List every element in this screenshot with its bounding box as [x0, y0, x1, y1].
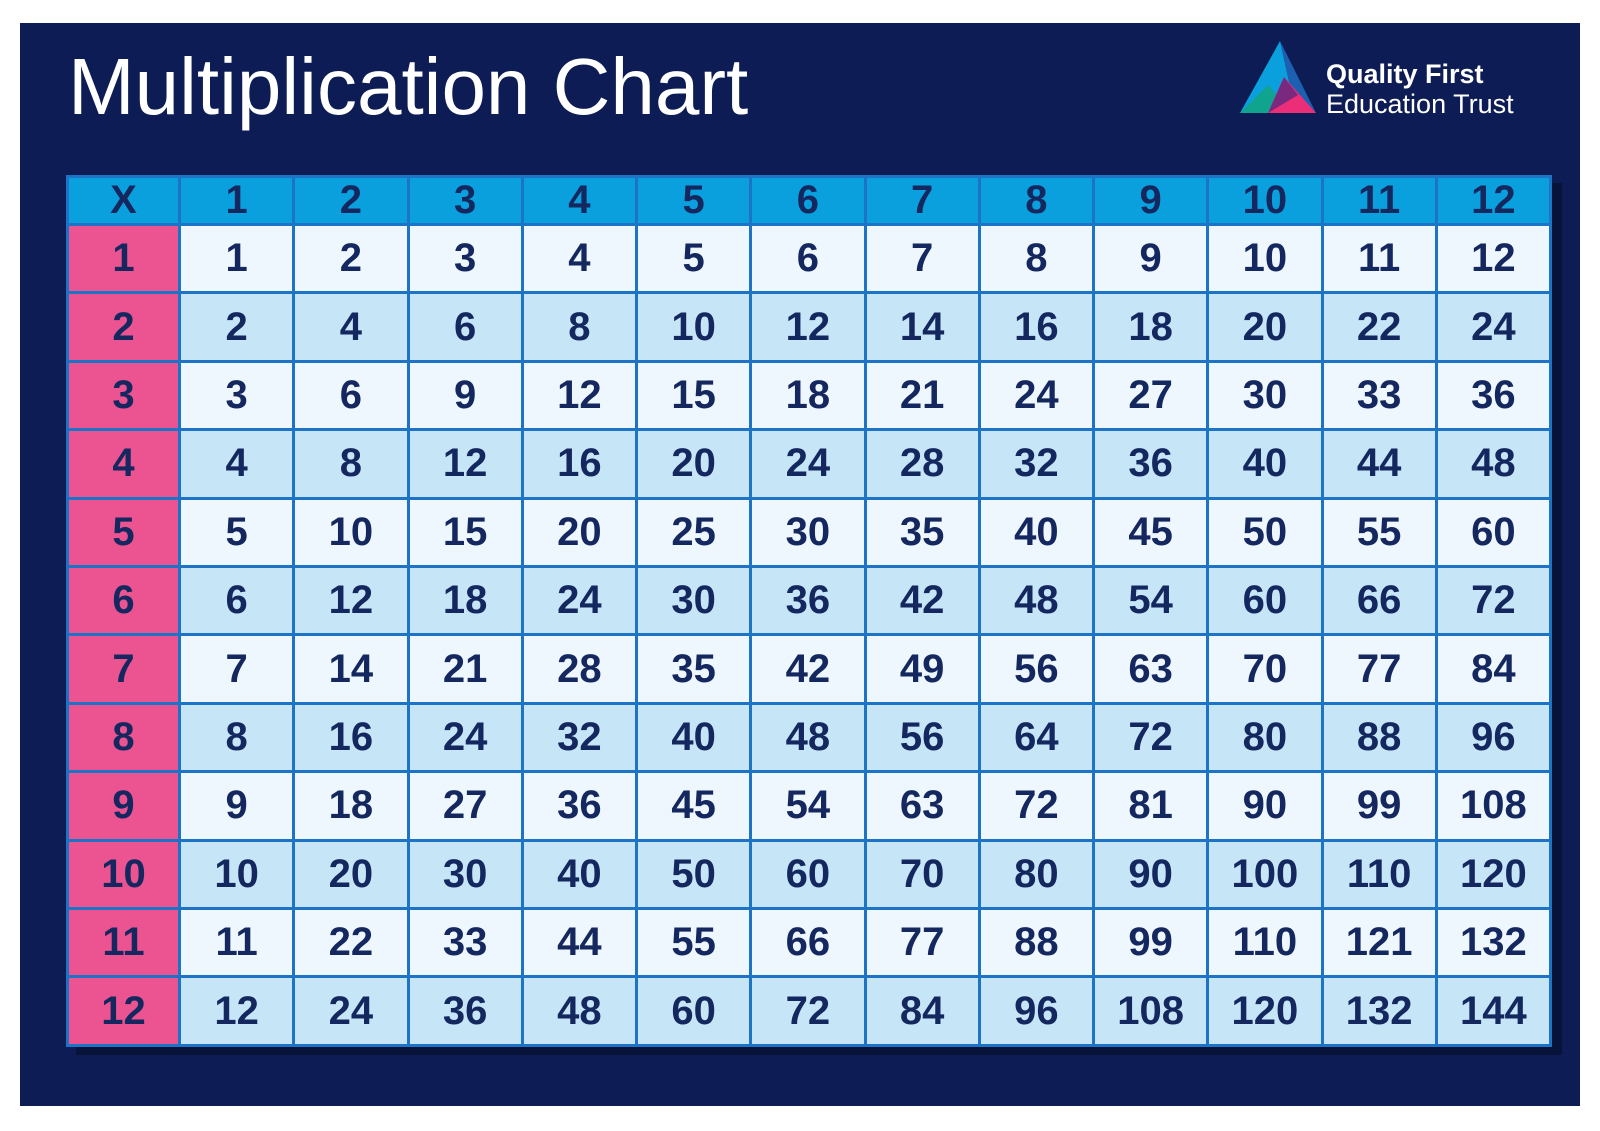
product-cell: 49	[865, 635, 979, 703]
product-cell: 77	[865, 909, 979, 977]
product-cell: 14	[865, 293, 979, 361]
product-cell: 21	[865, 361, 979, 429]
product-cell: 45	[637, 772, 751, 840]
product-cell: 8	[522, 293, 636, 361]
product-cell: 99	[1322, 772, 1436, 840]
product-cell: 80	[979, 840, 1093, 908]
product-cell: 45	[1094, 498, 1208, 566]
column-header: 12	[1436, 177, 1550, 225]
product-cell: 18	[408, 567, 522, 635]
product-cell: 90	[1094, 840, 1208, 908]
product-cell: 80	[1208, 703, 1322, 771]
product-cell: 8	[180, 703, 294, 771]
row-header: 6	[68, 567, 180, 635]
product-cell: 54	[751, 772, 865, 840]
product-cell: 20	[637, 430, 751, 498]
product-cell: 18	[1094, 293, 1208, 361]
product-cell: 110	[1208, 909, 1322, 977]
product-cell: 16	[294, 703, 408, 771]
column-header: 9	[1094, 177, 1208, 225]
product-cell: 20	[294, 840, 408, 908]
product-cell: 110	[1322, 840, 1436, 908]
product-cell: 21	[408, 635, 522, 703]
column-header: 8	[979, 177, 1093, 225]
product-cell: 1	[180, 225, 294, 293]
product-cell: 96	[1436, 703, 1550, 771]
product-cell: 56	[979, 635, 1093, 703]
product-cell: 60	[637, 977, 751, 1046]
product-cell: 36	[751, 567, 865, 635]
product-cell: 88	[1322, 703, 1436, 771]
product-cell: 24	[522, 567, 636, 635]
product-cell: 8	[294, 430, 408, 498]
row-header: 1	[68, 225, 180, 293]
product-cell: 5	[180, 498, 294, 566]
product-cell: 88	[979, 909, 1093, 977]
product-cell: 4	[522, 225, 636, 293]
product-cell: 4	[180, 430, 294, 498]
product-cell: 32	[979, 430, 1093, 498]
product-cell: 18	[294, 772, 408, 840]
product-cell: 6	[294, 361, 408, 429]
product-cell: 30	[751, 498, 865, 566]
table-row	[68, 430, 1551, 498]
product-cell: 42	[751, 635, 865, 703]
product-cell: 40	[979, 498, 1093, 566]
product-cell: 22	[1322, 293, 1436, 361]
product-cell: 10	[294, 498, 408, 566]
product-cell: 63	[865, 772, 979, 840]
column-header: 7	[865, 177, 979, 225]
page-title: Multiplication Chart	[68, 42, 749, 131]
product-cell: 40	[637, 703, 751, 771]
product-cell: 72	[979, 772, 1093, 840]
product-cell: 10	[637, 293, 751, 361]
row-header: 12	[68, 977, 180, 1046]
product-cell: 66	[751, 909, 865, 977]
product-cell: 33	[1322, 361, 1436, 429]
product-cell: 144	[1436, 977, 1550, 1046]
row-header: 10	[68, 840, 180, 908]
column-header: 1	[180, 177, 294, 225]
product-cell: 81	[1094, 772, 1208, 840]
logo-line-2: Education Trust	[1326, 89, 1514, 119]
product-cell: 22	[294, 909, 408, 977]
product-cell: 54	[1094, 567, 1208, 635]
product-cell: 121	[1322, 909, 1436, 977]
product-cell: 35	[637, 635, 751, 703]
product-cell: 24	[408, 703, 522, 771]
product-cell: 6	[180, 567, 294, 635]
product-cell: 48	[1436, 430, 1550, 498]
product-cell: 84	[865, 977, 979, 1046]
row-header: 11	[68, 909, 180, 977]
table-row	[68, 772, 1551, 840]
product-cell: 2	[294, 225, 408, 293]
product-cell: 2	[180, 293, 294, 361]
product-cell: 120	[1208, 977, 1322, 1046]
row-header: 8	[68, 703, 180, 771]
product-cell: 108	[1436, 772, 1550, 840]
product-cell: 72	[751, 977, 865, 1046]
column-header: 2	[294, 177, 408, 225]
product-cell: 14	[294, 635, 408, 703]
product-cell: 48	[522, 977, 636, 1046]
product-cell: 24	[1436, 293, 1550, 361]
product-cell: 9	[408, 361, 522, 429]
chart-poster	[20, 23, 1580, 1106]
product-cell: 18	[751, 361, 865, 429]
product-cell: 36	[1094, 430, 1208, 498]
product-cell: 10	[1208, 225, 1322, 293]
logo	[1240, 37, 1560, 137]
row-header: 2	[68, 293, 180, 361]
product-cell: 7	[865, 225, 979, 293]
table-row	[68, 703, 1551, 771]
product-cell: 40	[1208, 430, 1322, 498]
product-cell: 5	[637, 225, 751, 293]
product-cell: 48	[751, 703, 865, 771]
product-cell: 108	[1094, 977, 1208, 1046]
logo-line-1: Quality First	[1326, 59, 1484, 89]
corner-cell: X	[68, 177, 180, 225]
product-cell: 30	[1208, 361, 1322, 429]
product-cell: 28	[522, 635, 636, 703]
product-cell: 33	[408, 909, 522, 977]
product-cell: 36	[522, 772, 636, 840]
product-cell: 70	[1208, 635, 1322, 703]
product-cell: 24	[294, 977, 408, 1046]
product-cell: 35	[865, 498, 979, 566]
product-cell: 25	[637, 498, 751, 566]
product-cell: 6	[408, 293, 522, 361]
product-cell: 36	[408, 977, 522, 1046]
product-cell: 28	[865, 430, 979, 498]
product-cell: 32	[522, 703, 636, 771]
product-cell: 8	[979, 225, 1093, 293]
table-row	[68, 840, 1551, 908]
product-cell: 44	[522, 909, 636, 977]
product-cell: 12	[180, 977, 294, 1046]
header-row	[68, 177, 1551, 225]
product-cell: 132	[1322, 977, 1436, 1046]
product-cell: 10	[180, 840, 294, 908]
table-row	[68, 567, 1551, 635]
product-cell: 11	[1322, 225, 1436, 293]
product-cell: 7	[180, 635, 294, 703]
product-cell: 90	[1208, 772, 1322, 840]
product-cell: 72	[1094, 703, 1208, 771]
table-row	[68, 498, 1551, 566]
product-cell: 24	[751, 430, 865, 498]
product-cell: 12	[751, 293, 865, 361]
product-cell: 30	[408, 840, 522, 908]
row-header: 4	[68, 430, 180, 498]
product-cell: 40	[522, 840, 636, 908]
product-cell: 20	[522, 498, 636, 566]
product-cell: 50	[637, 840, 751, 908]
product-cell: 60	[1436, 498, 1550, 566]
product-cell: 30	[637, 567, 751, 635]
product-cell: 44	[1322, 430, 1436, 498]
product-cell: 55	[1322, 498, 1436, 566]
product-cell: 96	[979, 977, 1093, 1046]
product-cell: 84	[1436, 635, 1550, 703]
product-cell: 120	[1436, 840, 1550, 908]
row-header: 5	[68, 498, 180, 566]
product-cell: 20	[1208, 293, 1322, 361]
column-header: 4	[522, 177, 636, 225]
column-header: 11	[1322, 177, 1436, 225]
product-cell: 72	[1436, 567, 1550, 635]
row-header: 3	[68, 361, 180, 429]
column-header: 6	[751, 177, 865, 225]
table-row	[68, 293, 1551, 361]
logo-text	[1326, 59, 1514, 119]
column-header: 5	[637, 177, 751, 225]
product-cell: 50	[1208, 498, 1322, 566]
row-header: 7	[68, 635, 180, 703]
product-cell: 42	[865, 567, 979, 635]
product-cell: 66	[1322, 567, 1436, 635]
product-cell: 4	[294, 293, 408, 361]
product-cell: 16	[522, 430, 636, 498]
product-cell: 11	[180, 909, 294, 977]
product-cell: 16	[979, 293, 1093, 361]
product-cell: 12	[522, 361, 636, 429]
table-row	[68, 909, 1551, 977]
product-cell: 56	[865, 703, 979, 771]
product-cell: 3	[180, 361, 294, 429]
product-cell: 64	[979, 703, 1093, 771]
product-cell: 70	[865, 840, 979, 908]
product-cell: 15	[408, 498, 522, 566]
product-cell: 100	[1208, 840, 1322, 908]
column-header: 3	[408, 177, 522, 225]
product-cell: 24	[979, 361, 1093, 429]
product-cell: 27	[1094, 361, 1208, 429]
product-cell: 60	[1208, 567, 1322, 635]
product-cell: 60	[751, 840, 865, 908]
table-row	[68, 635, 1551, 703]
product-cell: 3	[408, 225, 522, 293]
product-cell: 55	[637, 909, 751, 977]
table-row	[68, 977, 1551, 1046]
multiplication-table	[66, 175, 1552, 1047]
product-cell: 9	[180, 772, 294, 840]
column-header: 10	[1208, 177, 1322, 225]
table-row	[68, 361, 1551, 429]
row-header: 9	[68, 772, 180, 840]
product-cell: 6	[751, 225, 865, 293]
table-row	[68, 225, 1551, 293]
product-cell: 9	[1094, 225, 1208, 293]
logo-triangle-icon	[1240, 37, 1326, 137]
product-cell: 63	[1094, 635, 1208, 703]
product-cell: 12	[294, 567, 408, 635]
product-cell: 36	[1436, 361, 1550, 429]
product-cell: 99	[1094, 909, 1208, 977]
product-cell: 12	[408, 430, 522, 498]
product-cell: 77	[1322, 635, 1436, 703]
product-cell: 27	[408, 772, 522, 840]
product-cell: 15	[637, 361, 751, 429]
product-cell: 12	[1436, 225, 1550, 293]
product-cell: 132	[1436, 909, 1550, 977]
product-cell: 48	[979, 567, 1093, 635]
